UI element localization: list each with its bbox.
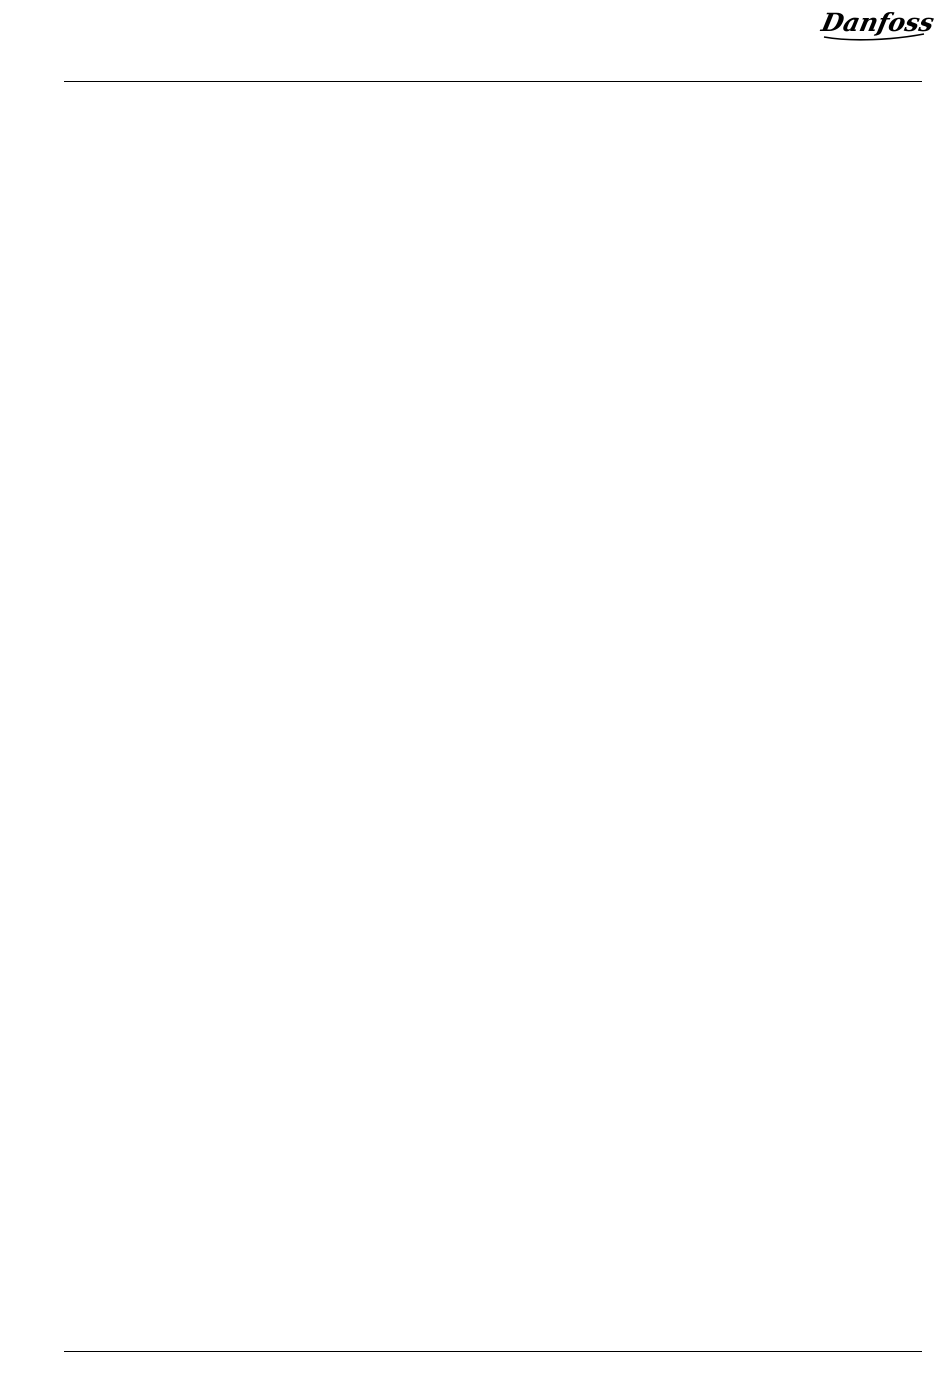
svg-text:Danfoss: Danfoss — [818, 7, 937, 37]
